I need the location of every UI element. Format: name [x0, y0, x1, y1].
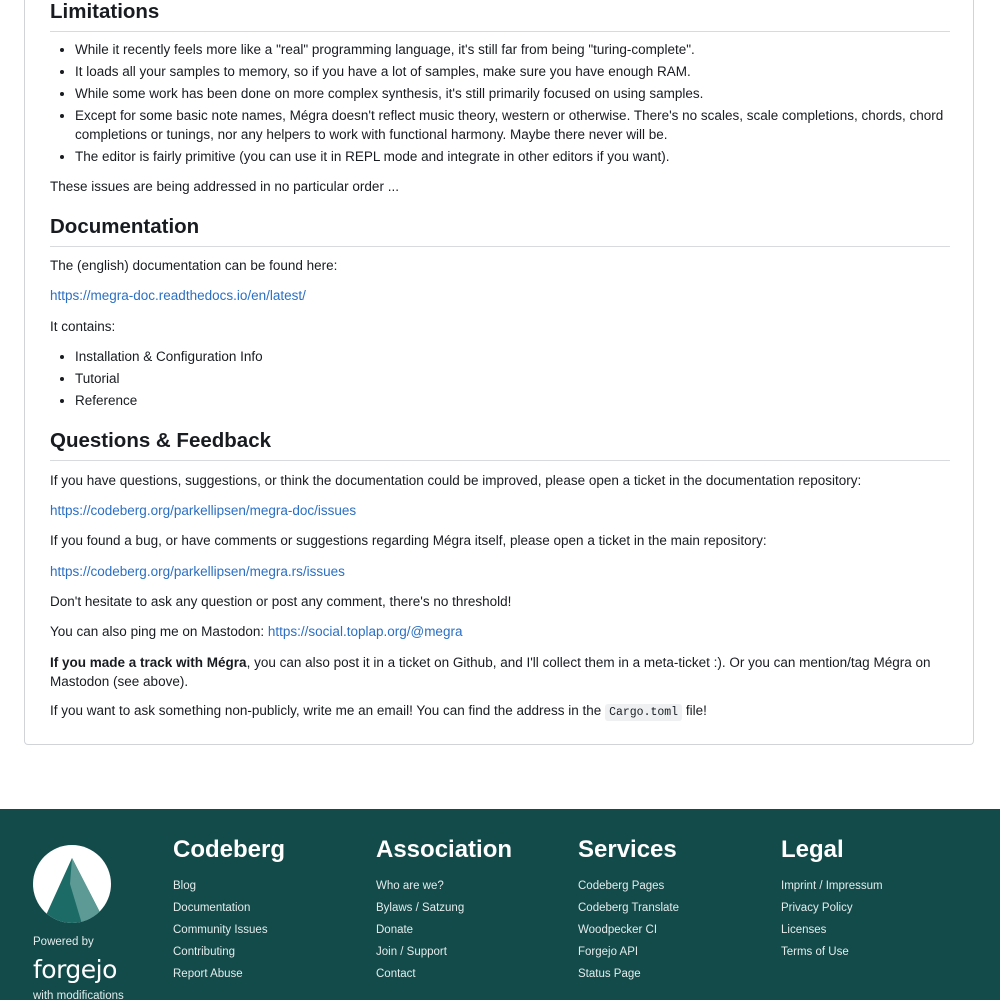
email-suffix: file!: [682, 703, 707, 718]
footer-column-services: [578, 835, 679, 985]
questions-heading: Questions & Feedback: [50, 428, 950, 461]
footer-link-licenses[interactable]: Licenses: [781, 924, 827, 936]
track-text: , you can also post it in a ticket on Github, and I'll collect them in a meta-ticket :). Or you can mention/tag Mégra on Mastodon (see above).: [50, 655, 931, 689]
email-text: If you want to ask something non-publicly, write me an email! You can find the address in the: [50, 703, 606, 718]
footer-link-woodpecker-ci[interactable]: Woodpecker CI: [578, 924, 658, 936]
cargo-toml-code: Cargo.toml: [605, 704, 682, 721]
codeberg-logo-icon[interactable]: [32, 844, 112, 924]
list-item: • While some work has been done on more complex synthesis, it's still primarily focused on using samples.: [75, 85, 965, 104]
footer-link-blog[interactable]: Blog: [173, 880, 197, 892]
footer-link-documentation[interactable]: Documentation: [173, 902, 251, 914]
footer-link-codeberg-translate[interactable]: Codeberg Translate: [578, 902, 680, 914]
questions-p5: [50, 654, 950, 691]
questions-link1-paragraph: [50, 502, 950, 521]
footer-link-privacy-policy[interactable]: Privacy Policy: [781, 902, 853, 914]
footer-link-join-support[interactable]: Join / Support: [376, 946, 447, 958]
documentation-link-paragraph: [50, 287, 950, 306]
powered-by-text: Powered by: [33, 936, 94, 948]
list-item: • The editor is fairly primitive (you can use it in REPL mode and integrate in other editors if you want).: [75, 148, 965, 167]
footer-column-title: Legal: [781, 836, 844, 863]
questions-p1: If you have questions, suggestions, or think the documentation could be improved, please open a ticket in the documentation repository:: [50, 473, 862, 488]
questions-p4: [50, 623, 950, 642]
footer-link-donate[interactable]: Donate: [376, 924, 414, 936]
footer-column-codeberg: [173, 835, 285, 985]
footer-link-contact[interactable]: Contact: [376, 968, 416, 980]
list-item: • Tutorial: [75, 370, 965, 389]
mastodon-text: You can also ping me on Mastodon:: [50, 624, 268, 639]
questions-p3: Don't hesitate to ask any question or post any comment, there's no threshold!: [50, 594, 512, 609]
track-bold-text: If you made a track with Mégra: [50, 655, 247, 670]
mastodon-link[interactable]: https://social.toplap.org/@megra: [267, 624, 463, 639]
questions-p6: [50, 702, 950, 723]
forgejo-logo[interactable]: forgejo: [33, 955, 117, 984]
limitations-closing: These issues are being addressed in no particular order ...: [50, 179, 399, 194]
list-item: • It loads all your samples to memory, so if you have a lot of samples, make sure you have enough RAM.: [75, 63, 965, 82]
documentation-link[interactable]: https://megra-doc.readthedocs.io/en/latest/: [50, 288, 306, 303]
footer-link-codeberg-pages[interactable]: Codeberg Pages: [578, 880, 665, 892]
list-item: • Reference: [75, 392, 965, 411]
footer-link-who-are-we[interactable]: Who are we?: [376, 880, 444, 892]
footer-link-community-issues[interactable]: Community Issues: [173, 924, 268, 936]
documentation-heading: Documentation: [50, 214, 950, 247]
footer-link-status-page[interactable]: Status Page: [578, 968, 641, 980]
questions-p2: If you found a bug, or have comments or suggestions regarding Mégra itself, please open a ticket in the main repository:: [50, 533, 767, 548]
footer-column-legal: [781, 835, 883, 963]
questions-link2-paragraph: [50, 563, 950, 582]
footer-link-imprint[interactable]: Imprint / Impressum: [781, 880, 883, 892]
with-modifications-text: with modifications: [33, 990, 124, 1002]
footer-link-forgejo-api[interactable]: Forgejo API: [578, 946, 639, 958]
footer-column-title: Codeberg: [173, 836, 286, 863]
documentation-list: [50, 348, 965, 414]
footer-link-terms-of-use[interactable]: Terms of Use: [781, 946, 849, 958]
documentation-contains: It contains:: [50, 319, 116, 334]
site-footer: [0, 809, 1000, 1000]
main-issues-link[interactable]: https://codeberg.org/parkellipsen/megra.rs/issues: [50, 564, 345, 579]
doc-issues-link[interactable]: https://codeberg.org/parkellipsen/megra-doc/issues: [50, 503, 357, 518]
footer-column-title: Services: [578, 836, 677, 863]
footer-column-association: [376, 835, 512, 985]
footer-link-contributing[interactable]: Contributing: [173, 946, 236, 958]
list-item: • While it recently feels more like a "real" programming language, it's still far from being "turing-complete".: [75, 41, 965, 60]
footer-link-bylaws[interactable]: Bylaws / Satzung: [376, 902, 465, 914]
footer-link-report-abuse[interactable]: Report Abuse: [173, 968, 243, 980]
footer-column-title: Association: [376, 836, 513, 863]
limitations-list: [50, 41, 965, 170]
limitations-heading: Limitations: [50, 0, 950, 32]
list-item: • Except for some basic note names, Mégra doesn't reflect music theory, western or otherwise. There's no scales, scale completions, chords, chord completions or tunings, nor any helpers to work with functional harmony. Maybe there never will be.: [75, 107, 965, 144]
documentation-intro: The (english) documentation can be found here:: [50, 258, 338, 273]
list-item: • Installation & Configuration Info: [75, 348, 965, 367]
